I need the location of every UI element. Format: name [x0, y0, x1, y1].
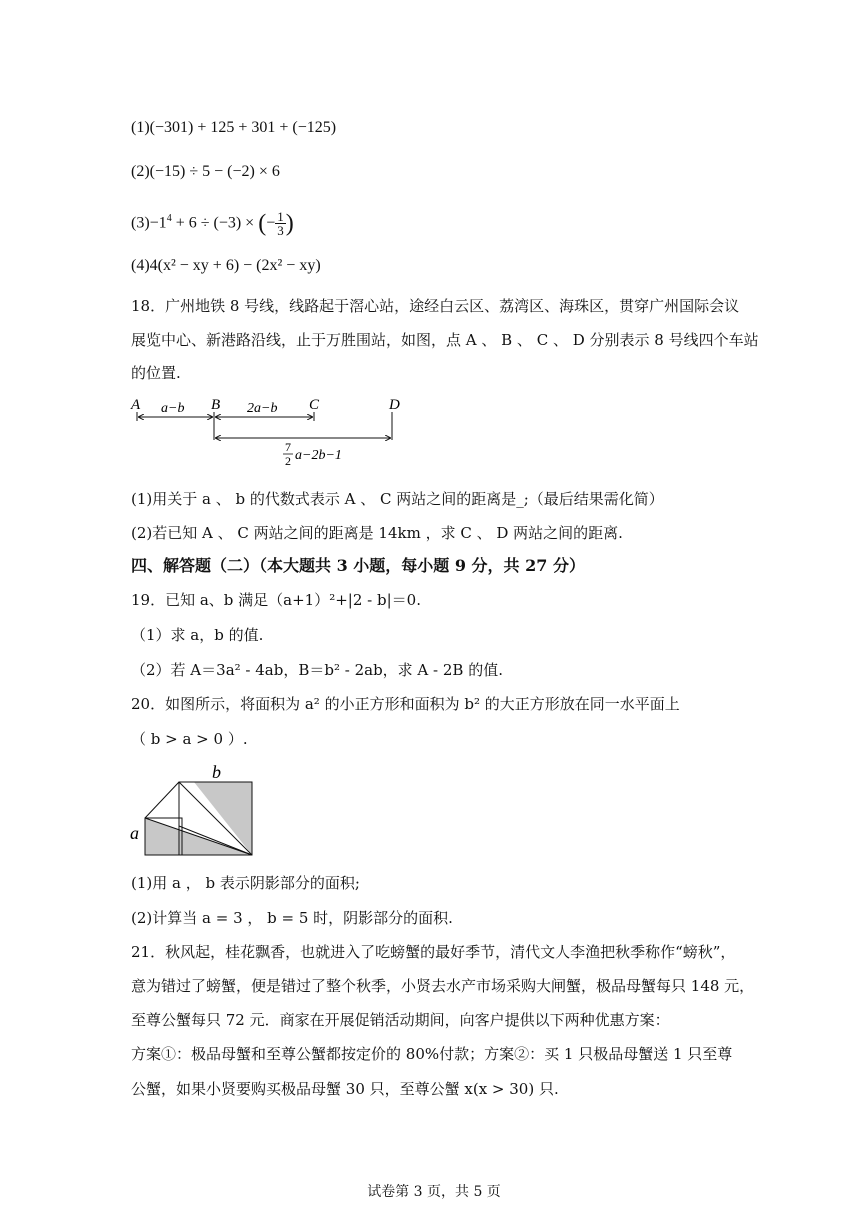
q21-text-line2: 意为错过了螃蟹，便是错过了整个秋季，小贤去水产市场采购大闸蟹，极品母蟹每只 148 元，	[131, 977, 755, 995]
q17-part4	[131, 256, 321, 276]
q21-text-line3: 至尊公蟹每只 72 元．商家在开展促销活动期间，向客户提供以下两种优惠方案：	[131, 1011, 670, 1029]
q20-squares-diagram	[128, 762, 263, 862]
q18-text-line2: 展览中心、新港路沿线，止于万胜围站，如图，点 A 、 B 、 C 、 D 分别表示 8 号线四个车站	[131, 331, 759, 349]
q17-part2-label: (2)	[131, 163, 150, 180]
q20-sub1: (1)用 a ， b 表示阴影部分的面积;	[131, 874, 360, 892]
q21-text-line5: 公蟹，如果小贤要购买极品母蟹 30 只，至尊公蟹 x(x > 30) 只.	[131, 1080, 559, 1098]
diagonal-line-1	[145, 782, 179, 818]
section-heading: 四、解答题（二）（本大题共 3 小题，每小题 9 分，共 27 分）	[131, 556, 585, 575]
q17-part3-expr-b: + 6 ÷ (−3) ×	[171, 214, 259, 232]
q18-sub2: (2)若已知 A 、 C 两站之间的距离是 14km ，求 C 、 D 两站之间的距离.	[131, 524, 623, 542]
q18-text-line3: 的位置.	[131, 364, 181, 382]
page-footer: 试卷第 3 页，共 5 页	[367, 1184, 501, 1200]
q18-sub1: (1)用关于 a 、 b 的代数式表示 A 、 C 两站之间的距离是_;（最后结果需化简）	[131, 490, 664, 508]
q17-part2-expr: (−15) ÷ 5 − (−2) × 6	[149, 163, 280, 180]
q17-part3-label: (3)	[131, 214, 150, 232]
q20-text-line1: 20．如图所示，将面积为 a² 的小正方形和面积为 b² 的大正方形放在同一水平面上	[131, 695, 680, 713]
q17-part4-label: (4)	[131, 257, 150, 274]
q18-station-diagram	[125, 392, 425, 472]
q19-sub2: （2）若 A＝3a² - 4ab，B＝b² - 2ab，求 A - 2B 的值.	[131, 661, 503, 679]
q17-part1-expr: (−301) + 125 + 301 + (−125)	[149, 119, 337, 136]
q17-part1	[131, 118, 336, 138]
q18-text-line1: 18．广州地铁 8 号线，线路起于滘心站，途经白云区、荔湾区、海珠区，贯穿广州国际会议	[131, 297, 740, 315]
station-b-label: B	[211, 397, 221, 413]
q19-sub1: （1）求 a，b 的值.	[131, 626, 264, 644]
q17-part3-denominator: 3	[277, 223, 284, 239]
segment-ab-label: a−b	[161, 401, 185, 416]
label-a: a	[130, 823, 139, 843]
q20-text-line2: （ b > a > 0 ）.	[131, 730, 248, 748]
q17-part3-fraction	[275, 210, 286, 237]
q19-text: 19．已知 a、b 满足（a+1）²+|2 - b|＝0.	[131, 591, 421, 609]
segment-bd-fraction-num: 7	[285, 440, 291, 454]
station-a-label: A	[131, 397, 141, 413]
station-d-label: D	[389, 397, 400, 413]
station-c-label: C	[309, 397, 320, 413]
q17-part3-expr-a: −1	[149, 214, 167, 232]
q17-part2	[131, 162, 280, 182]
q17-part1-label: (1)	[131, 119, 150, 136]
q20-sub2: (2)计算当 a = 3 ， b = 5 时，阴影部分的面积.	[131, 909, 453, 927]
q21-text-line4: 方案①：极品母蟹和至尊公蟹都按定价的 80%付款；方案②：买 1 只极品母蟹送 1 只至尊	[131, 1045, 733, 1063]
q17-part3: $(3)-1^4 + 6 \div (-3)$ × (− $\frac{1}{3}$ )	[131, 209, 294, 239]
label-b: b	[212, 762, 221, 782]
q21-text-line1: 21．秋风起，桂花飘香，也就进入了吃螃蟹的最好季节，清代文人李渔把秋季称作“螃秋”，	[131, 943, 736, 961]
segment-bd-label: a−2b−1	[295, 448, 342, 463]
segment-bc-label: 2a−b	[247, 401, 278, 416]
q17-part4-expr: 4(x² − xy + 6) − (2x² − xy)	[149, 257, 321, 274]
q17-part3-exponent: 4	[166, 213, 172, 224]
q17-part3-numerator: 1	[277, 209, 284, 225]
segment-bd-fraction-den: 2	[285, 454, 291, 468]
